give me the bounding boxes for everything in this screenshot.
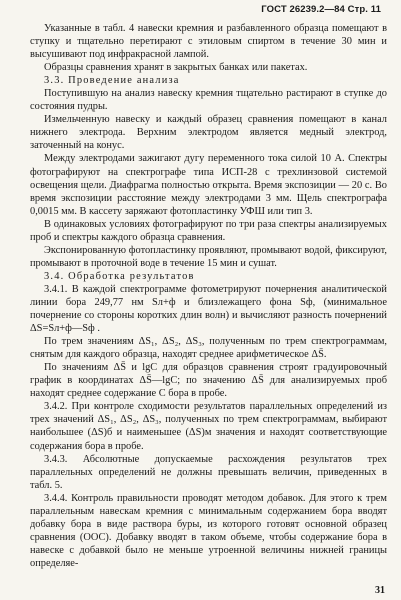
paragraph: 3.4.3. Абсолютные допускаемые расхождения результатов трех параллельных определений не должны превышать величин, приведенных в табл. 5. [30, 453, 387, 491]
paragraph: 3.4.1. В каждой спектрограмме фотометрируют почернения аналитической линии бора 249,77 нм Sл+ф и близлежащего фона Sф, (минимальное почернение со стороны коротких длин волн) и вычисляют разность почернений ΔS=Sл+ф—Sф . [30, 283, 387, 335]
paragraph: Указанные в табл. 4 навески кремния и разбавленного образца помещают в ступку и тщательно перетирают с этиловым спиртом в течение 30 мин и высушивают под инфракрасной лампой. [30, 23, 387, 61]
page-header: ГОСТ 26239.2—84 Стр. 11 [261, 4, 381, 15]
document-body [30, 22, 387, 570]
paragraph: Измельченную навеску и каждый образец сравнения помещают в канал нижнего электрода. Верхним электродом является медный электрод, заточенный на конус. [30, 114, 387, 152]
paragraph: В одинаковых условиях фотографируют по три раза спектры анализируемых проб и спектры каждого образца сравнения. [30, 218, 387, 243]
paragraph: Экспонированную фотопластинку проявляют, промывают водой, фиксируют, промывают в проточной воде в течение 15 мин и сушат. [30, 244, 387, 269]
paragraph: 3.4.2. При контроле сходимости результатов параллельных определений из трех значений ΔS₁, ΔS₂, ΔS₃, полученных по трем спектрограммам, выбирают наибольшее (ΔS)б и наименьшее (ΔS)м значения и находят соответствующие содержания бора в пробе. [30, 401, 387, 452]
section-heading: 3.3. Проведение анализа [44, 75, 180, 87]
paragraph: 3.4.4. Контроль правильности проводят методом добавок. Для этого к трем параллельным навескам кремния с минимальным содержанием бора вводят добавку бора в виде раствора буры, из которого готовят основной образец сравнения (ООС). Добавку вводят в таком объеме, чтобы содержание бора в навеске с добавкой было не меньше утроенной величины нижней границы определяе- [30, 492, 387, 569]
paragraph: По значениям ΔS̄ и lgC для образцов сравнения строят градуировочный график в координатах ΔS̄—lgC; по значению ΔS̄ для анализируемых проб находят среднее содержание C бора в пробе. [30, 362, 387, 400]
paragraph: Образцы сравнения хранят в закрытых банках или пакетах. [44, 62, 308, 74]
paragraph: Между электродами зажигают дугу переменного тока силой 10 А. Спектры фотографируют на спектрографе типа ИСП-28 с трехлинзовой системой освещения щели. Диафрагма полностью открыта. Время экспозиции — 20 с. Во время экспозиции расстояние между электродами 3 мм. Щель спектрографа 0,0015 мм. В кассету заряжают фотопластинку УФШ или тип 3. [30, 153, 387, 217]
paragraph: Поступившую на анализ навеску кремния тщательно растирают в ступке до состояния пудры. [30, 88, 387, 113]
paragraph: По трем значениям ΔS₁, ΔS₂, ΔS₃, полученным по трем спектрограммам, снятым для каждого образца, находят среднее арифметическое ΔS̄. [30, 336, 387, 361]
page-number: 31 [375, 585, 385, 596]
section-heading: 3.4. Обработка результатов [44, 270, 195, 282]
